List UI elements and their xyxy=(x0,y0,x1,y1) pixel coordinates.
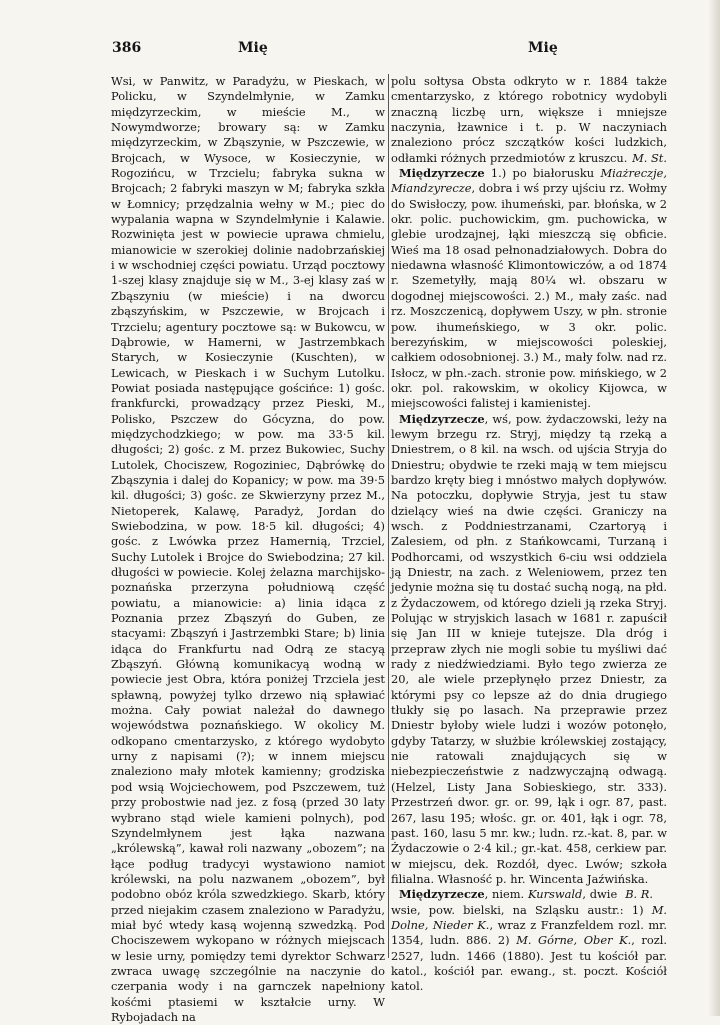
entry-variant-name: Kurswald xyxy=(527,887,583,902)
left-paragraph: Wsi, w Panwitz, w Paradyżu, w Pieskach, w Policku, w Szyndelmłynie, w Zamku międzyrzeckim, w mieście M., w Nowymdworze; browary są: w Zamku międzyrzeckim, w Zbąszynie, w Pszczewie, w Brojcach, w Wysoce, w Kosieczynie, w Rogozińcu, w Trzcielu; fabryka sukna w Brojcach; 2 fabryki maszyn w M; fabryka szkła w Łomnicy; przędzalnia wełny w M.; piec do wypalania wapna w Szyndelmłynie i Kalawie. Rozwinięta jest w powiecie uprawa chmielu, mianowicie w szerokiej dolinie nadobrzańskiej i w wschodniej części powiatu. Urząd pocztowy 1-szej klasy znajduje się w M., 3-ej klasy zaś w Zbąszyniu (w mieście) i na dworcu zbąszyńskim, w Pszczewie, w Brojcach i Trzcielu; agentury pocztowe są: w Bukowcu, w Dąbrowie, w Hamerni, w Jastrzembkach Starych, w Kosieczynie (Kuschten), w Lewicach, w Pieskach i w Suchym Lutolku. Powiat posiada następujące gościńce: 1) gośc. frankfurcki, prowadzący przez Pieski, M., Polisko, Pszczew do Gócyzna, do pow. międzychodzkiego; w pow. ma 33·5 kil. długości; 2) gośc. z M. przez Bukowiec, Suchy Lutolek, Chociszew, Rogoziniec, Dąbrówkę do Zbąszynia i dalej do Kopanicy; w pow. ma 39·5 kil. długości; 3) gośc. ze Skwierzyny przez M., Nietoperek, Kalawę, Paradyż, Jordan do Swiebodzina, w pow. 18·5 kil. długości; 4) gośc. z Lwówka przez Hamernią, Trzciel, Suchy Lutolek i Brojce do Swiebodzina; 27 kil. długości w powiecie. Kolej żelazna marchijsko-poznańska przerzyna południową część powiatu, a mianowicie: a) linia idąca z Poznania przez Zbąszyń do Guben, ze stacyami: Zbąszyń i Jastrzembki Stare; b) linia idąca do Frankfurtu nad Odrą ze stacyą Zbąszyń. Główną komunikacyą wodną w powiecie jest Obra, która poniżej Trzciela jest spławną, powyżej tylko drzewo nią spławiać można. Cały powiat należał do dawnego wojewódstwa poznańskiego. W okolicy M. odkopano cmentarzysko, z którego wydobyto urny z napisami (?); w innem miejscu znaleziono mały młotek kamienny; grodziska pod wsią Wojciechowem, pod Pszczewem, tuż przy probostwie nad jez. z fosą (przed 30 laty wybrano stąd wiele kamieni polnych), pod Szyndelmłynem jest łąka nazwana „królewską”, kawał roli nazwany „obozem”; na łące podług tradycyi wystawiono namiot królewski, na polu nazwanem „obozem”, był podobno obóz króla szwedzkiego. Skarb, który przed niejakim czasem znaleziono w Paradyżu, miał być wtedy kasą wojenną szwedzką. Pod Chociszewem wykopano w różnych miejscach w lesie urny, pomiędzy temi dyrektor Schwarz zwraca uwagę szczególnie na naczynie do czerpania wody i na garnczek napełniony kośćmi ptasiemi w kształcie urny. W Rybojadach na xyxy=(111,74,385,1024)
entry-variant-name: M. Dolne, Nieder K. xyxy=(391,902,667,932)
left-column xyxy=(111,74,385,1024)
entry-variant-name: M. Górne, Ober K. xyxy=(516,933,632,948)
entry-text: , niem. xyxy=(484,887,528,902)
entry-text: , wś, pow. żydaczowski, leży na lewym brzegu rz. Stryj, między tą rzeką a Dniestrem, o 8 kil. na wsch. od ujścia Stryja do Dniestru; obydwie te rzeki mają w tem miejscu bardzo kręty bieg i mnóstwo małych dopływów. Na potoczku, dopływie Stryja, jest tu staw dzielący wieś na dwie części. Graniczy na wsch. z Poddniestrzanami, Czartoryą i Zalesiem, od płn. z Stańkowcami, Turzaną i Podhorcami, od wszystkich 6-ciu wsi oddziela ją Dniestr, na zach. z Weleniowem, przez ten jedynie można się tu dostać suchą nogą, na płd. z Żydaczowem, od którego dzieli ją rzeka Stryj. Polując w stryjskich lasach w 1681 r. zapuścił się Jan III w knieje tutejsze. Dla dróg i przepraw złych nie mogli sobie tu myśliwi dać rady z niedźwiedziami. Było tego zwierza ze 20, ale wiele przepłynęło przez Dniestr, za którymi psy co lepsze aż do dnia drugiego tłukły się po lasach. Na przeprawie przez Dniestr byłoby wiele ludzi i wozów potonęło, gdyby Tatarzy, w służbie królewskiej zostający, nie ratowali znajdujących się w niebezpieczeństwie z nadzwyczajną odwagą. (Helzel, Listy Jana Sobieskiego, str. 333). Przestrzeń dwor. gr. or. 99, łąk i ogr. 87, past. 267, lasu 195; włośc. gr. or. 401, łąk i ogr. 78, past. 160, lasu 5 mr. kw.; ludn. rz.-kat. 8, par. w Żydaczowie o 2·4 kil.; gr.-kat. 458, cerkiew par. w miejscu, dek. Rozdół, dyec. Lwów; szkoła filialna. Własność p. hr. Wincenta Jaźwińska. xyxy=(391,411,667,886)
author-signature: B. R. xyxy=(625,887,653,902)
entry-headword: Międzyrzecze xyxy=(399,411,485,426)
entry-text: 1.) po białorusku xyxy=(484,166,601,181)
column-divider xyxy=(388,74,389,958)
entry-text: , wraz z Franzfeldem rozl. mr. 1354, ludn. 886. 2) xyxy=(391,917,667,948)
page-number: 386 xyxy=(112,40,142,56)
page-header xyxy=(108,40,668,62)
page-edge-shadow xyxy=(708,0,720,1016)
entry-text: , dwie wsie, pow. bielski, na Szląsku austr.: 1) xyxy=(391,887,652,917)
entry-text: , rozl. 2527, ludn. 1466 (1880). Jest tu kościół par. katol., kościół par. ewang., st. poczt. Kościół katol. xyxy=(391,933,667,994)
entry-miedzyrzecze-3 xyxy=(391,887,667,994)
running-head-left: Mię xyxy=(238,40,268,56)
author-signature: M. St. xyxy=(632,150,667,165)
entry-text: , dobra i wś przy ujściu rz. Wołmy do Swisłoczy, pow. ihumeński, par. błońska, w 2 okr. polic. puchowickim, gm. puchowicka, w glebie urodzajnej, łąki mieszczą się obficie. Wieś ma 18 osad pełnonadziałowych. Dobra do niedawna własność Klimontowiczów, a od 1874 r. Szemetyłły, mają 80¼ wł. obszaru w dogodnej miejscowości. 2.) M., mały zaśc. nad rz. Moszczenicą, dopływem Uszy, w płn. stronie pow. ihumeńskiego, w 3 okr. polic. berezyńskim, w miejscowości poleskiej, całkiem odosobnionej. 3.) M., mały folw. nad rz. Isłocz, w płn.-zach. stronie pow. mińskiego, w 2 okr. pol. rakowskim, w okolicy Kijowca, w miejscowości falistej i kamienistej. xyxy=(391,181,667,411)
right-column xyxy=(391,74,667,994)
entry-headword: Międzyrzecze xyxy=(399,887,485,902)
entry-variant-name: Miażreczje, Miandzyrecze xyxy=(391,166,667,196)
entry-continuation-text: polu sołtysa Obsta odkryto w r. 1884 także cmentarzysko, z którego robotnicy wydobyli znaczną liczbę urn, większe i mniejsze naczynia, łzawnice i t. p. W naczyniach znaleziono prócz szczątków kości ludzkich, odłamki różnych przedmiotów z kruszcu. xyxy=(391,74,667,165)
running-head-right: Mię xyxy=(528,40,558,56)
entry-continuation xyxy=(391,74,667,166)
entry-miedzyrzecze-1 xyxy=(391,166,667,412)
entry-headword: Międzyrzecze xyxy=(399,166,485,181)
